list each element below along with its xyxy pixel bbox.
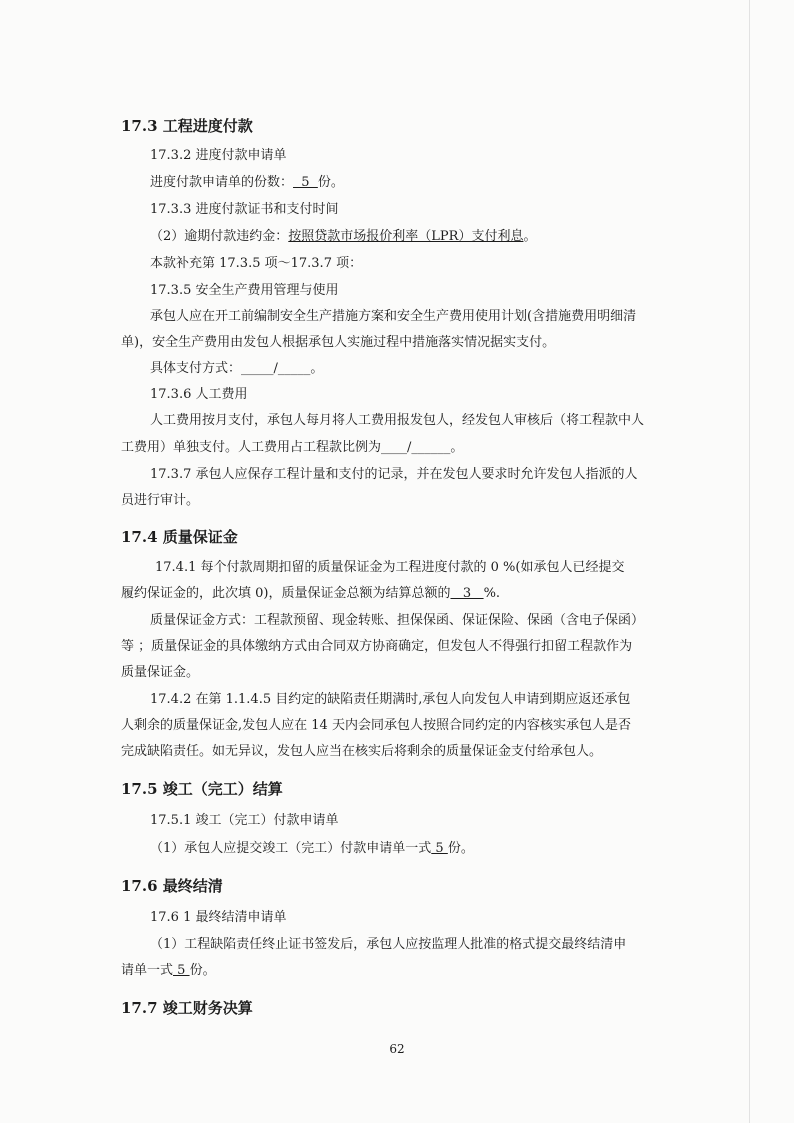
paragraph-17-3-5-line2: 单)，安全生产费用由发包人根据承包人实施过程中措施落实情况据实支付。	[121, 335, 556, 350]
paragraph-17-6-1-line2: 请单一式 5 份。	[121, 963, 216, 978]
final-payment-copies-value: 5	[431, 841, 448, 856]
paragraph-17-4-1-line2: 履约保证金的，此次填 0)，质量保证金总额为结算总额的 3 %.	[121, 586, 501, 601]
paragraph-17-4-2-line1: 17.4.2 在第 1.1.4.5 目约定的缺陷责任期满时,承包人向发包人申请到期应返还承包	[150, 692, 631, 707]
heading-17-6: 17.6 最终结清	[121, 877, 223, 895]
subheading-17-5-1: 17.5.1 竣工（完工）付款申请单	[150, 813, 339, 828]
scan-edge-line	[749, 0, 750, 1123]
subheading-17-3-6: 17.3.6 人工费用	[150, 387, 248, 402]
overdue-line: （2）逾期付款违约金：按照贷款市场报价利率（LPR）支付利息。	[150, 229, 537, 244]
payment-method-value: _____/_____	[241, 361, 311, 376]
paragraph-guarantee-line2: 等 ；质量保证金的具体缴纳方式由合同双方协商确定，但发包人不得强行扣留工程款作为	[121, 639, 633, 654]
paragraph-17-4-2-line3: 完成缺陷责任。如无异议，发包人应当在核实后将剩余的质量保证金支付给承包人。	[121, 744, 603, 759]
paragraph-17-3-7-line2: 员进行审计。	[121, 493, 200, 508]
subheading-17-3-2: 17.3.2 进度付款申请单	[150, 148, 287, 163]
supplement-line: 本款补充第 17.3.5 项～17.3.7 项：	[150, 256, 363, 271]
retention-total-value: 3	[450, 586, 484, 601]
paragraph-17-3-5-line1: 承包人应在开工前编制安全生产措施方案和安全生产费用使用计划(含措施费用明细清	[150, 309, 637, 324]
paragraph-17-4-2-line2: 人剩余的质量保证金,发包人应在 14 天内会同承包人按照合同约定的内容核实承包人是否	[121, 718, 631, 733]
paragraph-17-3-7-line1: 17.3.7 承包人应保存工程计量和支付的记录，并在发包人要求时允许发包人指派的人	[150, 467, 638, 482]
heading-17-5: 17.5 竣工（完工）结算	[121, 780, 283, 798]
heading-17-4: 17.4 质量保证金	[121, 528, 238, 546]
paragraph-17-5-1: （1）承包人应提交竣工（完工）付款申请单一式 5 份。	[150, 841, 474, 856]
payment-method-line: 具体支付方式：_____/_____。	[150, 361, 324, 376]
overdue-value: 按照贷款市场报价利率（LPR）支付利息	[288, 229, 524, 244]
paragraph-guarantee-line1: 质量保证金方式：工程款预留、现金转账、担保保函、保证保险、保函（含电子保函）	[150, 613, 645, 628]
paragraph-guarantee-line3: 质量保证金。	[121, 665, 200, 680]
labor-ratio-value: ____/______	[381, 440, 451, 455]
heading-17-3: 17.3 工程进度付款	[121, 117, 253, 135]
paragraph-17-6-1-line1: （1）工程缺陷责任终止证书签发后，承包人应按监理人批准的格式提交最终结清申	[150, 937, 627, 952]
paragraph-17-4-1-line1: 17.4.1 每个付款周期扣留的质量保证金为工程进度付款的 0 %(如承包人已经提交	[155, 560, 625, 575]
subheading-17-3-5: 17.3.5 安全生产费用管理与使用	[150, 283, 339, 298]
paragraph-17-3-6-line2: 工费用）单独支付。人工费用占工程款比例为____/______。	[121, 440, 464, 455]
settlement-copies-value: 5	[173, 963, 190, 978]
copies-line: 进度付款申请单的份数： 5 份。	[150, 175, 344, 190]
copies-value: 5	[293, 175, 318, 190]
subheading-17-6-1: 17.6 1 最终结清申请单	[150, 910, 287, 925]
heading-17-7: 17.7 竣工财务决算	[121, 999, 253, 1017]
subheading-17-3-3: 17.3.3 进度付款证书和支付时间	[150, 202, 339, 217]
paragraph-17-3-6-line1: 人工费用按月支付，承包人每月将人工费用报发包人，经发包人审核后（将工程款中人	[150, 413, 645, 428]
page-number: 62	[389, 1042, 405, 1056]
